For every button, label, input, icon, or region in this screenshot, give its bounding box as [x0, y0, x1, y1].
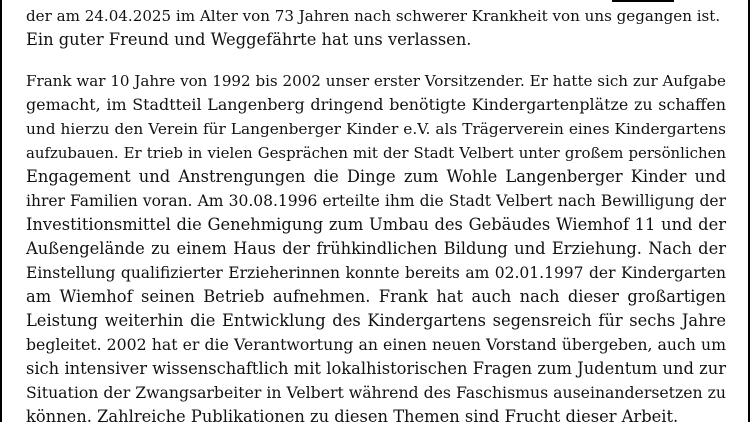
text-line: Leistung weiterhin die Entwicklung des Kindergartens segensreich für sechs Jahre [26, 311, 726, 330]
text-line: können. Zahlreiche Publikationen zu diesen Themen sind Frucht dieser Arbeit. [26, 407, 679, 422]
text-line: der am 24.04.2025 im Alter von 73 Jahren nach schwerer Krankheit von uns gegangen ist. [26, 7, 721, 25]
text-line: Frank war 10 Jahre von 1992 bis 2002 unser erster Vorsitzender. Er hatte sich zur Aufgabe [26, 72, 726, 90]
text-line: begleitet. 2002 hat er die Verantwortung an einen neuen Vorstand übergeben, auch um [26, 335, 726, 354]
text-line: sich intensiver wissenschaftlich mit lokalhistorischen Fragen zum Judentum und zur [26, 359, 726, 378]
text-line: Engagement und Anstrengungen die Dinge zum Wohle Langenberger Kinder und [26, 167, 726, 186]
text-line: gemacht, im Stadtteil Langenberg dringend benötigte Kindergartenplätze zu schaffen [26, 95, 726, 114]
text-line: Investitionsmittel die Genehmigung zum Umbau des Gebäudes Wiemhof 11 und der [26, 215, 726, 234]
text-line: und hierzu den Verein für Langenberger Kinder e.V. als Trägerverein eines Kindergartens [26, 120, 726, 138]
text-line: am Wiemhof seinen Betrieb aufnehmen. Frank hat auch nach dieser großartigen [26, 287, 726, 306]
text-line: Ein guter Freund und Weggefährte hat uns verlassen. [26, 30, 472, 49]
text-line: Außengelände zu einem Haus der frühkindlichen Bildung und Erziehung. Nach der [26, 239, 726, 258]
top-rule-divider [612, 0, 674, 2]
text-line: ihrer Familien voran. Am 30.08.1996 erteilte ihm die Stadt Velbert nach Bewilligung der [26, 192, 726, 210]
text-line: aufzubauen. Er trieb in vielen Gesprächen mit der Stadt Velbert unter großem persönlichen [26, 144, 726, 162]
text-line: Situation der Zwangsarbeiter in Velbert während des Faschismus auseinandersetzen zu [26, 383, 726, 402]
intro-paragraph [26, 4, 726, 52]
text-line: Einstellung qualifizierter Erzieherinnen konnte bereits am 02.01.1997 der Kindergarten [26, 264, 726, 282]
biography-paragraph [26, 69, 726, 422]
